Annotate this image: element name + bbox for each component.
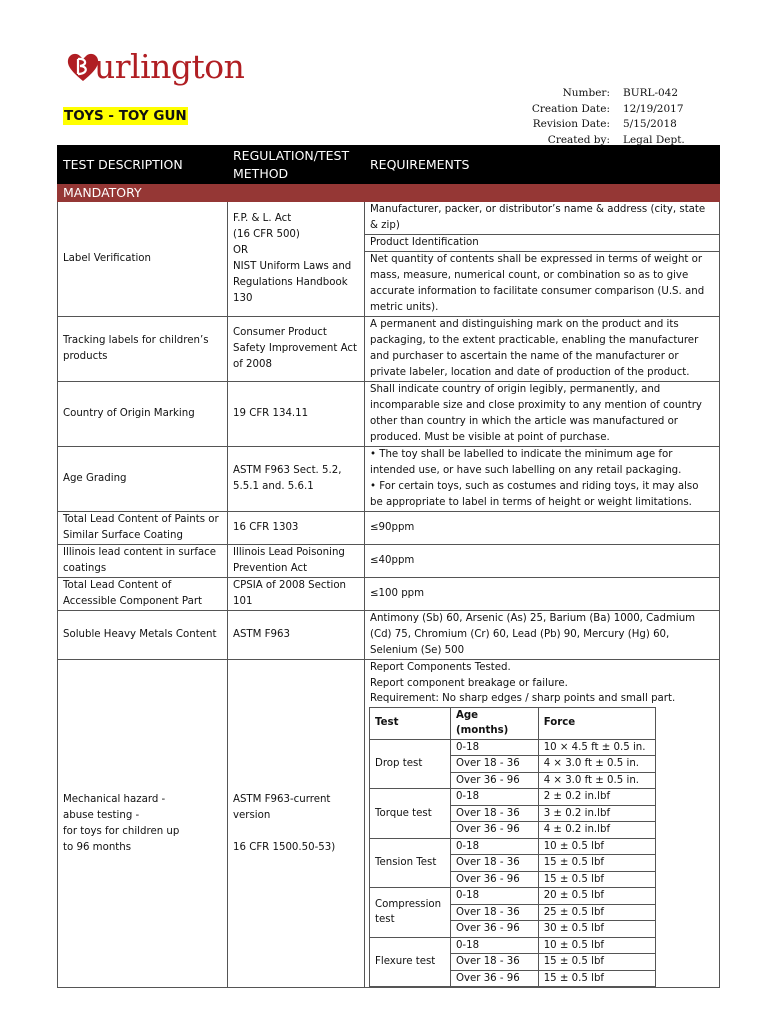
description-line: Mechanical hazard - [63, 793, 166, 805]
test-description: Total Lead Content of Paints or Similar Surface Coating [58, 512, 228, 545]
age-range: Over 18 - 36 [450, 954, 538, 971]
force-value: 4 × 3.0 ft ± 0.5 in. [538, 772, 655, 789]
requirements-table [57, 145, 720, 988]
regulation-line: NIST Uniform Laws and Regulations Handbook 130 [233, 261, 352, 304]
force-value: 25 ± 0.5 lbf [538, 904, 655, 921]
mechanical-row [370, 739, 656, 756]
table-row [58, 545, 720, 578]
regulation-cell: ASTM F963 [228, 611, 365, 660]
meta-labels [532, 86, 610, 148]
age-range: Over 36 - 96 [450, 970, 538, 987]
test-name: Drop test [370, 739, 451, 789]
test-description: Illinois lead content in surface coatings [58, 545, 228, 578]
regulation-line: 16 CFR 1500.50-53) [233, 841, 336, 853]
regulation-line: ASTM F963-current [233, 793, 331, 805]
requirement-line: Product Identification [365, 235, 719, 252]
force-value: 15 ± 0.5 lbf [538, 954, 655, 971]
force-value: 15 ± 0.5 lbf [538, 855, 655, 872]
age-range: Over 36 - 96 [450, 772, 538, 789]
force-value: 15 ± 0.5 lbf [538, 970, 655, 987]
description-line: to 96 months [63, 841, 132, 853]
col-test: Test [370, 707, 451, 739]
force-value: 10 ± 0.5 lbf [538, 937, 655, 954]
age-range: Over 18 - 36 [450, 805, 538, 822]
creation-date-label: Creation Date: [531, 102, 610, 115]
col-age: Age (months) [450, 707, 538, 739]
regulation-line: (16 CFR 500) [233, 229, 300, 240]
brand-name: urlington [94, 47, 245, 86]
force-value: 30 ± 0.5 lbf [538, 921, 655, 938]
test-description: Tracking labels for children’s products [58, 317, 228, 382]
test-description: Country of Origin Marking [58, 382, 228, 447]
test-name: Torque test [370, 789, 451, 839]
age-range: 0-18 [450, 838, 538, 855]
age-range: Over 18 - 36 [450, 904, 538, 921]
table-row [58, 611, 720, 660]
age-range: Over 18 - 36 [450, 756, 538, 773]
requirement-cell: ≤90ppm [365, 512, 720, 545]
regulation-cell [228, 660, 365, 988]
test-name: Compression test [370, 888, 451, 938]
requirement-cell: Antimony (Sb) 60, Arsenic (As) 25, Barium (Ba) 1000, Cadmium (Cd) 75, Chromium (Cr) 60, Lead (Pb) 90, Mercury (Hg) 60, Selenium (Se) 500 [365, 611, 720, 660]
requirement-cell: ≤100 ppm [365, 578, 720, 611]
requirement-cell: ≤40ppm [365, 545, 720, 578]
requirement-cell: Shall indicate country of origin legibly, permanently, and incomparable size and close proximity to any mention of country other than country in which the article was manufactured or produced. Must be visible at point of purchase. [365, 382, 720, 447]
description-line: for toys for children up [63, 825, 180, 837]
test-description: Label Verification [58, 202, 228, 317]
header-test-description: TEST DESCRIPTION [58, 146, 228, 184]
regulation-cell: 19 CFR 134.11 [228, 382, 365, 447]
age-range: Over 36 - 96 [450, 822, 538, 839]
test-description: Soluble Heavy Metals Content [58, 611, 228, 660]
created-by-value: Legal Dept. [623, 133, 685, 146]
requirement-line: Net quantity of contents shall be expressed in terms of weight or mass, measure, numerical count, or combination so as to give accurate information to facilitate consumer comparison (U.S. and metric units). [370, 254, 705, 313]
age-range: 0-18 [450, 739, 538, 756]
table-row [58, 382, 720, 447]
mechanical-row [370, 838, 656, 855]
age-range: 0-18 [450, 789, 538, 806]
force-value: 10 ± 0.5 lbf [538, 838, 655, 855]
requirement-cell: A permanent and distinguishing mark on the product and its packaging, to the extent practicable, enabling the manufacturer and purchaser to ascertain the name of the manufacturer or private labeler, location and date of production of the product. [365, 317, 720, 382]
table-row [58, 512, 720, 545]
regulation-spacer [233, 824, 359, 840]
age-range: 0-18 [450, 937, 538, 954]
mechanical-header-row [370, 707, 656, 739]
regulation-line: version [233, 809, 271, 821]
test-description: Age Grading [58, 447, 228, 512]
regulation-cell: Consumer Product Safety Improvement Act of 2008 [228, 317, 365, 382]
mechanical-intro-line: Report Components Tested. [370, 662, 511, 673]
col-force: Force [538, 707, 655, 739]
revision-date-value: 5/15/2018 [623, 118, 677, 130]
document-title: TOYS - TOY GUN [64, 108, 187, 124]
table-header-row [58, 146, 720, 184]
requirement-line: • For certain toys, such as costumes and riding toys, it may also be appropriate to label in terms of height or weight limitations. [370, 481, 699, 508]
requirement-cell [365, 660, 720, 988]
mechanical-intro-line: Requirement: No sharp edges / sharp points and small part. [370, 693, 676, 704]
number-value: BURL-042 [623, 87, 679, 99]
age-range: Over 36 - 96 [450, 871, 538, 888]
table-row [58, 202, 720, 317]
meta-values [623, 86, 685, 148]
header-regulation: REGULATION/TEST METHOD [228, 146, 365, 184]
section-row [58, 184, 720, 202]
force-value: 2 ± 0.2 in.lbf [538, 789, 655, 806]
test-description: Total Lead Content of Accessible Component Part [58, 578, 228, 611]
regulation-cell [228, 202, 365, 317]
age-range: Over 36 - 96 [450, 921, 538, 938]
header-requirements: REQUIREMENTS [365, 146, 720, 184]
mechanical-row [370, 937, 656, 954]
section-mandatory: MANDATORY [58, 184, 720, 202]
requirement-cell [365, 202, 720, 317]
requirement-line: • The toy shall be labelled to indicate the minimum age for intended use, or have such labelling on any retail packaging. [370, 449, 682, 476]
test-name: Flexure test [370, 937, 451, 987]
regulation-cell: 16 CFR 1303 [228, 512, 365, 545]
force-value: 4 × 3.0 ft ± 0.5 in. [538, 756, 655, 773]
regulation-cell: ASTM F963 Sect. 5.2, 5.5.1 and. 5.6.1 [228, 447, 365, 512]
regulation-line: F.P. & L. Act [233, 213, 292, 224]
mechanical-intro-line: Report component breakage or failure. [370, 677, 568, 689]
mechanical-row [370, 888, 656, 905]
table-row [58, 660, 720, 988]
requirement-line: Manufacturer, packer, or distributor’s name & address (city, state & zip) [365, 202, 719, 235]
number-label: Number: [562, 87, 610, 99]
created-by-label: Created by: [547, 133, 610, 146]
test-description [58, 660, 228, 988]
mechanical-test-table [369, 707, 656, 988]
regulation-line: OR [233, 245, 249, 256]
age-range: Over 18 - 36 [450, 855, 538, 872]
regulation-cell: Illinois Lead Poisoning Prevention Act [228, 545, 365, 578]
table-row [58, 578, 720, 611]
regulation-cell: CPSIA of 2008 Section 101 [228, 578, 365, 611]
force-value: 4 ± 0.2 in.lbf [538, 822, 655, 839]
description-line: abuse testing - [63, 809, 140, 821]
table-row [58, 317, 720, 382]
requirement-cell [365, 447, 720, 512]
force-value: 15 ± 0.5 lbf [538, 871, 655, 888]
force-value: 3 ± 0.2 in.lbf [538, 805, 655, 822]
force-value: 20 ± 0.5 lbf [538, 888, 655, 905]
mechanical-row [370, 789, 656, 806]
age-range: 0-18 [450, 888, 538, 905]
force-value: 10 × 4.5 ft ± 0.5 in. [538, 739, 655, 756]
creation-date-value: 12/19/2017 [623, 102, 684, 115]
table-row [58, 447, 720, 512]
test-name: Tension Test [370, 838, 451, 888]
revision-date-label: Revision Date: [532, 118, 610, 130]
burlington-logo [66, 44, 245, 90]
